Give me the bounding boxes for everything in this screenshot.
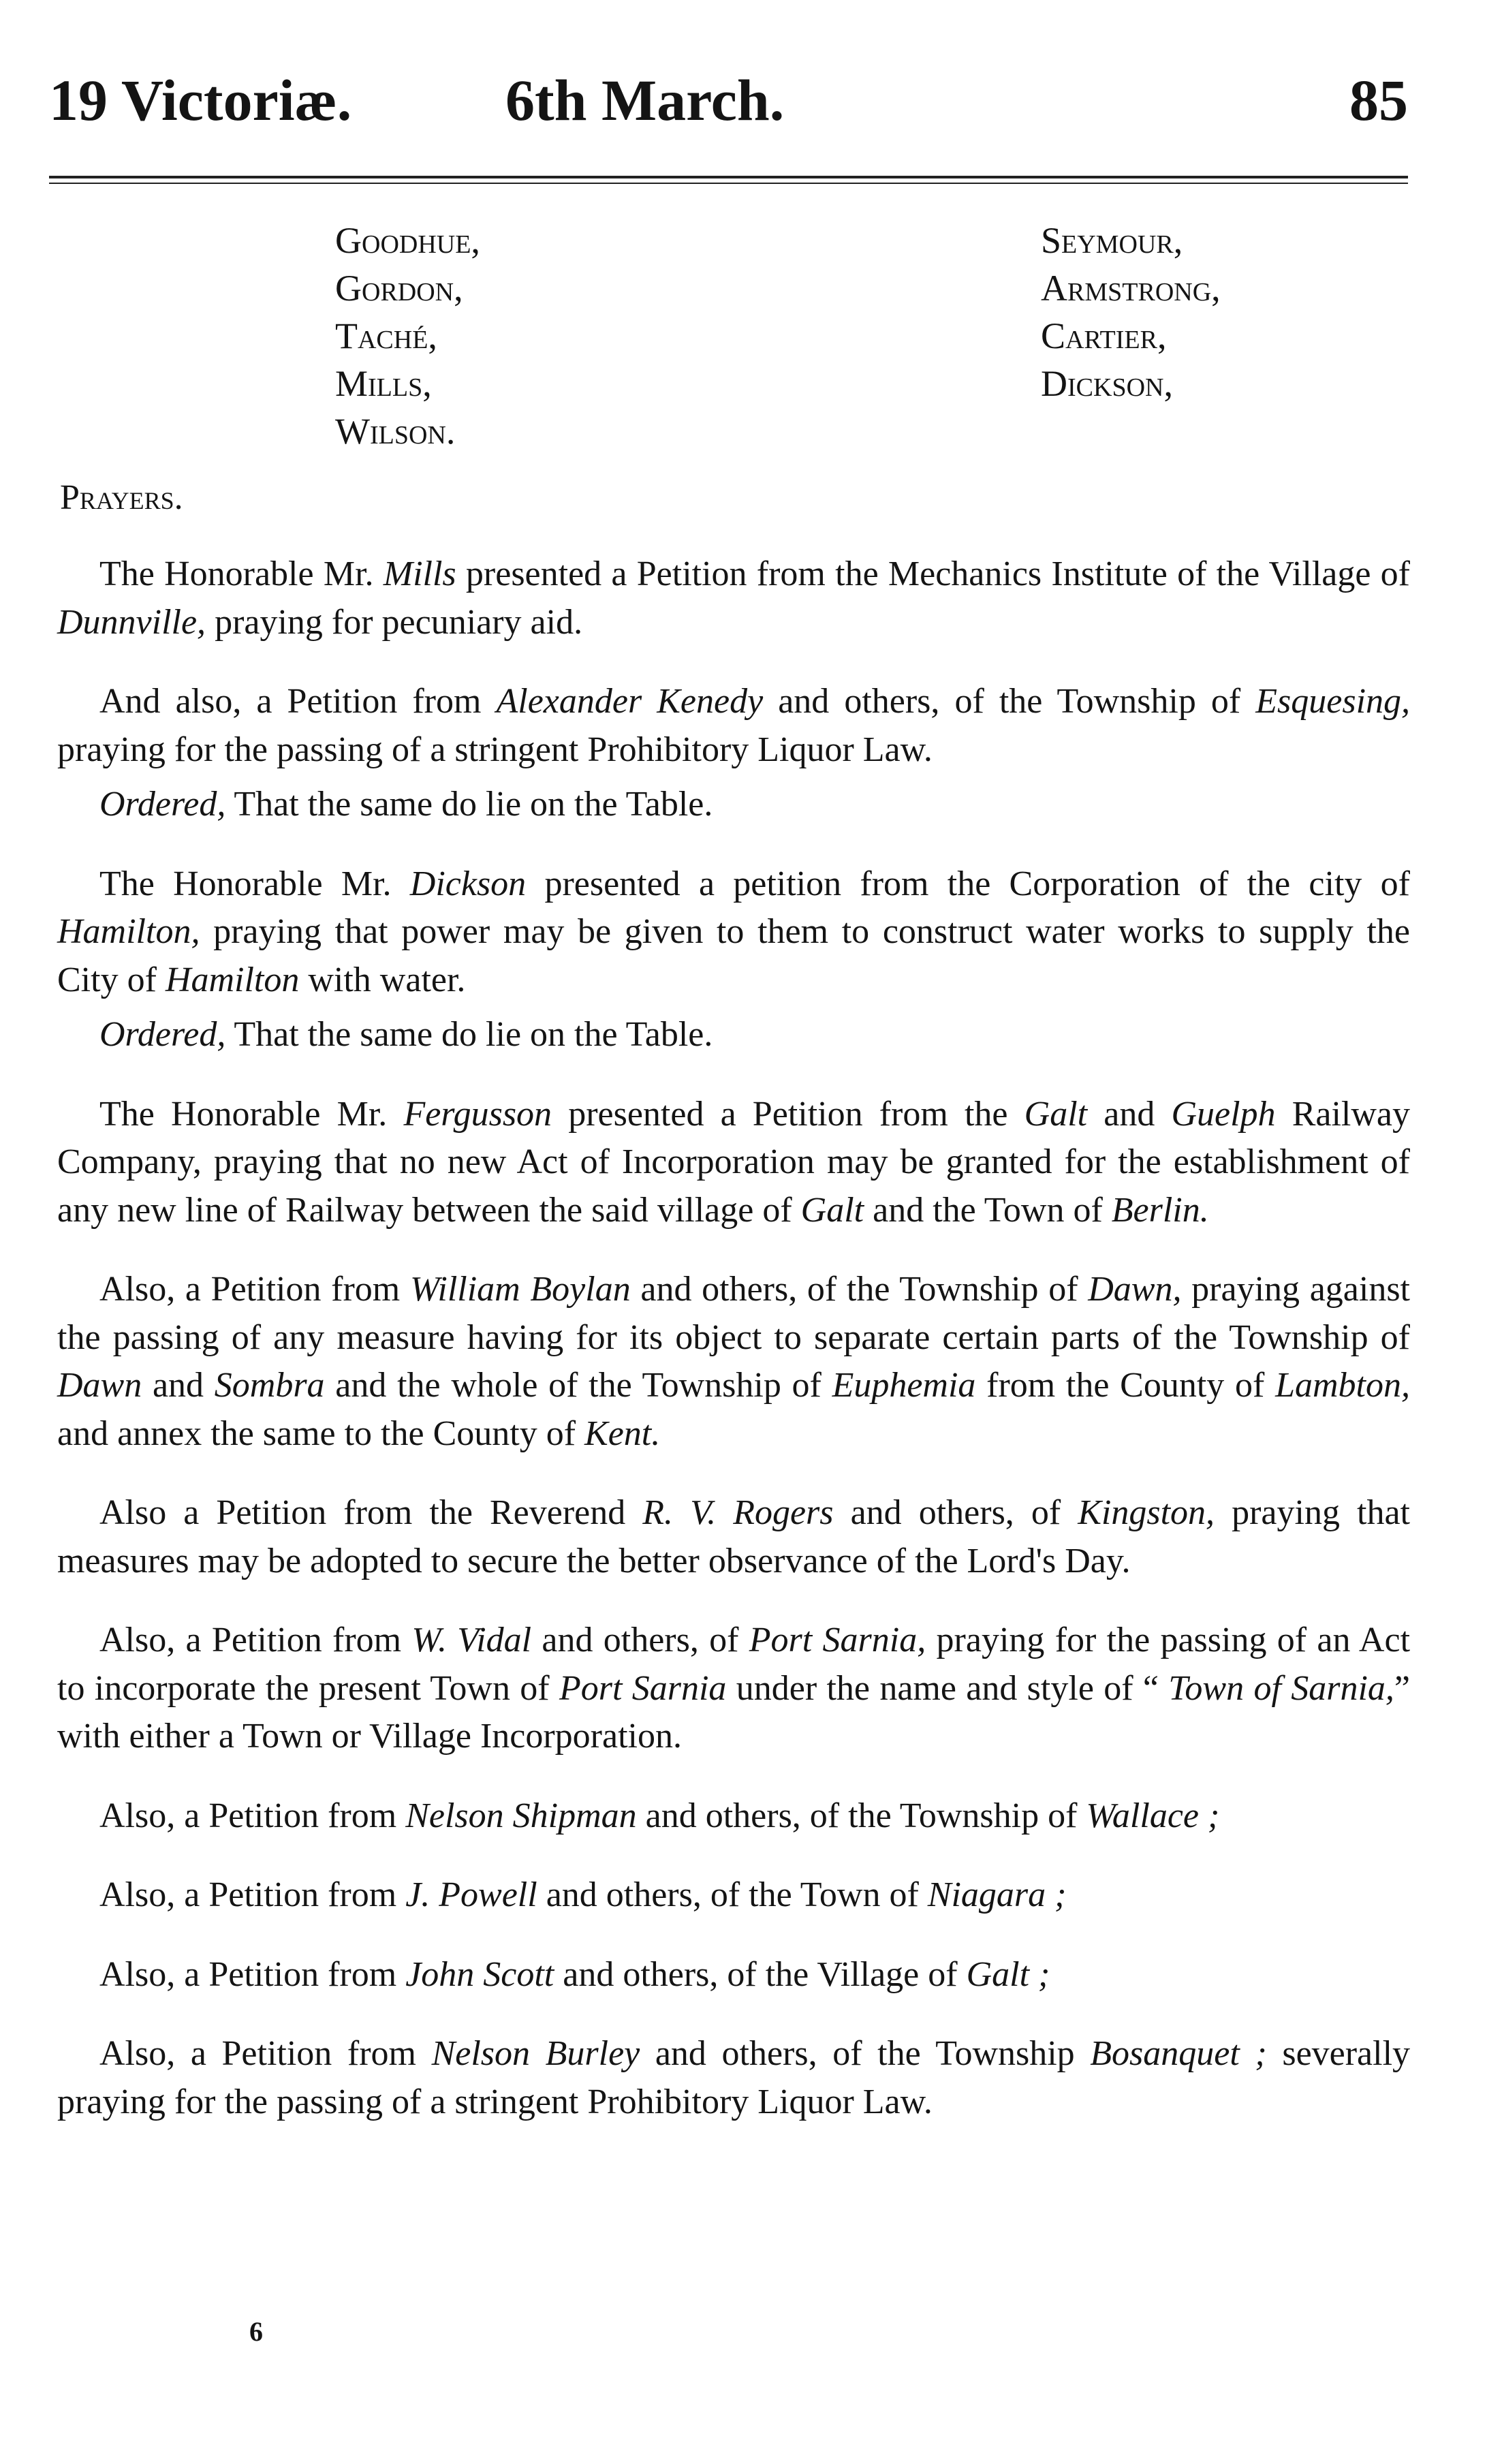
paragraph-p3 xyxy=(57,781,1410,829)
italic-run: Wallace ; xyxy=(1086,1796,1220,1835)
text-run: That the same do lie on the Table. xyxy=(225,785,713,824)
text-run: That the same do lie on the Table. xyxy=(225,1015,713,1054)
page-number: 85 xyxy=(1349,67,1408,133)
italic-run: Dunnville, xyxy=(57,602,206,642)
text-run: presented a petition from the Corporation of the city of xyxy=(526,864,1410,903)
page-date: 6th March. xyxy=(505,67,785,133)
italic-run: Alexander Kenedy xyxy=(496,682,764,721)
text-run: Also, a Petition from xyxy=(99,1954,406,1994)
text-run: and others, of xyxy=(833,1493,1078,1532)
italic-run: Esquesing, xyxy=(1255,682,1411,721)
text-run: And also, a Petition from xyxy=(99,682,497,721)
member-name: Cartier, xyxy=(1041,315,1167,356)
italic-run: Lambton, xyxy=(1275,1366,1410,1405)
text-run: The Honorable Mr. xyxy=(99,555,384,593)
member-name: Mills, xyxy=(335,363,432,404)
proceedings-text xyxy=(57,550,1410,2126)
text-run: and annex the same to the County of xyxy=(57,1414,585,1453)
italic-run: Nelson Burley xyxy=(431,2034,640,2073)
text-run: Also, a Petition from xyxy=(99,2034,432,2073)
members-list-right xyxy=(1041,217,1221,407)
paragraph-p11 xyxy=(57,1871,1410,1920)
text-run: under the name and style of “ xyxy=(726,1668,1169,1708)
text-run: and others, of the Township xyxy=(640,2034,1091,2073)
italic-run: Kent. xyxy=(584,1414,661,1453)
paragraph-p6 xyxy=(57,1091,1410,1235)
text-run: praying against the passing of any measure having for its object to separate certain parts of the Township of xyxy=(57,1270,1411,1357)
member-name: Gordon, xyxy=(335,268,463,309)
italic-run: Dawn xyxy=(57,1366,142,1405)
member-name: Taché, xyxy=(335,315,437,356)
text-run: praying for the passing of a stringent Prohibitory Liquor Law. xyxy=(57,730,933,769)
text-run: ” with either a Town or Village Incorporation. xyxy=(57,1668,1410,1756)
paragraph-p12 xyxy=(57,1951,1410,1999)
italic-run: Nelson Shipman xyxy=(405,1796,637,1835)
italic-run: Euphemia xyxy=(832,1366,976,1405)
text-run: with water. xyxy=(299,960,466,999)
italic-run: Bosanquet ; xyxy=(1090,2034,1267,2073)
italic-run: Kingston, xyxy=(1078,1493,1215,1532)
italic-run: W. Vidal xyxy=(411,1621,532,1659)
text-run: Also, a Petition from xyxy=(99,1796,406,1835)
paragraph-p7 xyxy=(57,1266,1410,1458)
text-run: Railway Company, praying that no new Act of Incorporation may be granted for the establishment of any new line of Railway between the said village of xyxy=(57,1094,1410,1230)
paragraph-p4 xyxy=(57,860,1410,1005)
regnal-year: 19 Victoriæ. xyxy=(49,67,352,133)
italic-run: Town of Sarnia, xyxy=(1168,1668,1394,1708)
italic-run: Fergusson xyxy=(403,1094,552,1134)
italic-run: Port Sarnia xyxy=(559,1668,727,1708)
paragraph-p1 xyxy=(57,550,1410,646)
italic-run: Hamilton, xyxy=(57,912,200,951)
italic-run: R. V. Rogers xyxy=(642,1493,834,1532)
paragraph-p10 xyxy=(57,1792,1410,1841)
text-run: and others, of the Township of xyxy=(636,1796,1086,1835)
text-run: Also, a Petition from xyxy=(99,1875,406,1914)
italic-run: Ordered, xyxy=(99,785,226,824)
text-run: praying that measures may be adopted to secure the better observance of the Lord's Day. xyxy=(57,1493,1410,1580)
member-name: Goodhue, xyxy=(335,220,480,261)
italic-run: Sombra xyxy=(214,1366,325,1405)
text-run: and xyxy=(1087,1094,1172,1134)
section-label-prayers: Prayers. xyxy=(60,478,183,517)
members-list-left xyxy=(335,217,480,455)
member-name: Dickson, xyxy=(1041,363,1173,404)
page-header xyxy=(49,63,1408,138)
text-run: Also, a Petition from xyxy=(99,1621,412,1659)
italic-run: Port Sarnia, xyxy=(749,1621,926,1659)
italic-run: Ordered, xyxy=(99,1015,226,1054)
text-run: praying that power may be given to them to construct water works to supply the City of xyxy=(57,912,1410,999)
text-run: The Honorable Mr. xyxy=(99,864,410,903)
paragraph-p5 xyxy=(57,1011,1410,1059)
italic-run: Dawn, xyxy=(1088,1270,1182,1309)
italic-run: Guelph xyxy=(1171,1094,1276,1134)
member-name: Seymour, xyxy=(1041,220,1183,261)
italic-run: Niagara ; xyxy=(927,1875,1067,1914)
text-run: and others, of xyxy=(531,1621,749,1659)
italic-run: Mills xyxy=(383,555,456,593)
italic-run: Berlin. xyxy=(1111,1190,1209,1230)
text-run: and xyxy=(142,1366,215,1405)
text-run: presented a Petition from the Mechanics Institute of the Village of xyxy=(456,555,1410,593)
text-run: The Honorable Mr. xyxy=(99,1094,404,1134)
italic-run: John Scott xyxy=(405,1954,554,1994)
text-run: and others, of the Township of xyxy=(763,682,1256,721)
text-run: presented a Petition from the xyxy=(552,1094,1024,1134)
paragraph-p2 xyxy=(57,678,1410,774)
text-run: and others, of the Town of xyxy=(537,1875,928,1914)
paragraph-p9 xyxy=(57,1617,1410,1761)
italic-run: William Boylan xyxy=(409,1270,631,1309)
italic-run: Dickson xyxy=(409,864,527,903)
text-run: and the whole of the Township of xyxy=(324,1366,832,1405)
italic-run: J. Powell xyxy=(405,1875,537,1914)
text-run: severally praying for the passing of a stringent Prohibitory Liquor Law. xyxy=(57,2034,1411,2121)
paragraph-p13 xyxy=(57,2030,1410,2126)
italic-run: Hamilton xyxy=(165,960,300,999)
italic-run: Galt xyxy=(800,1190,864,1230)
text-run: Also a Petition from the Reverend xyxy=(99,1493,643,1532)
text-run: and the Town of xyxy=(864,1190,1112,1230)
italic-run: Galt xyxy=(1024,1094,1088,1134)
member-name: Armstrong, xyxy=(1041,268,1221,309)
text-run: Also, a Petition from xyxy=(99,1270,410,1309)
member-name: Wilson. xyxy=(335,411,456,452)
text-run: from the County of xyxy=(975,1366,1276,1405)
text-run: and others, of the Township of xyxy=(630,1270,1089,1309)
paragraph-p8 xyxy=(57,1489,1410,1585)
text-run: praying for pecuniary aid. xyxy=(206,602,583,642)
signature-mark: 6 xyxy=(249,2316,263,2347)
text-run: praying for the passing of an Act to incorporate the present Town of xyxy=(57,1621,1411,1708)
header-rule-thin xyxy=(49,183,1408,184)
header-rule-thick xyxy=(49,176,1408,178)
italic-run: Galt ; xyxy=(966,1954,1050,1994)
text-run: and others, of the Village of xyxy=(554,1954,967,1994)
